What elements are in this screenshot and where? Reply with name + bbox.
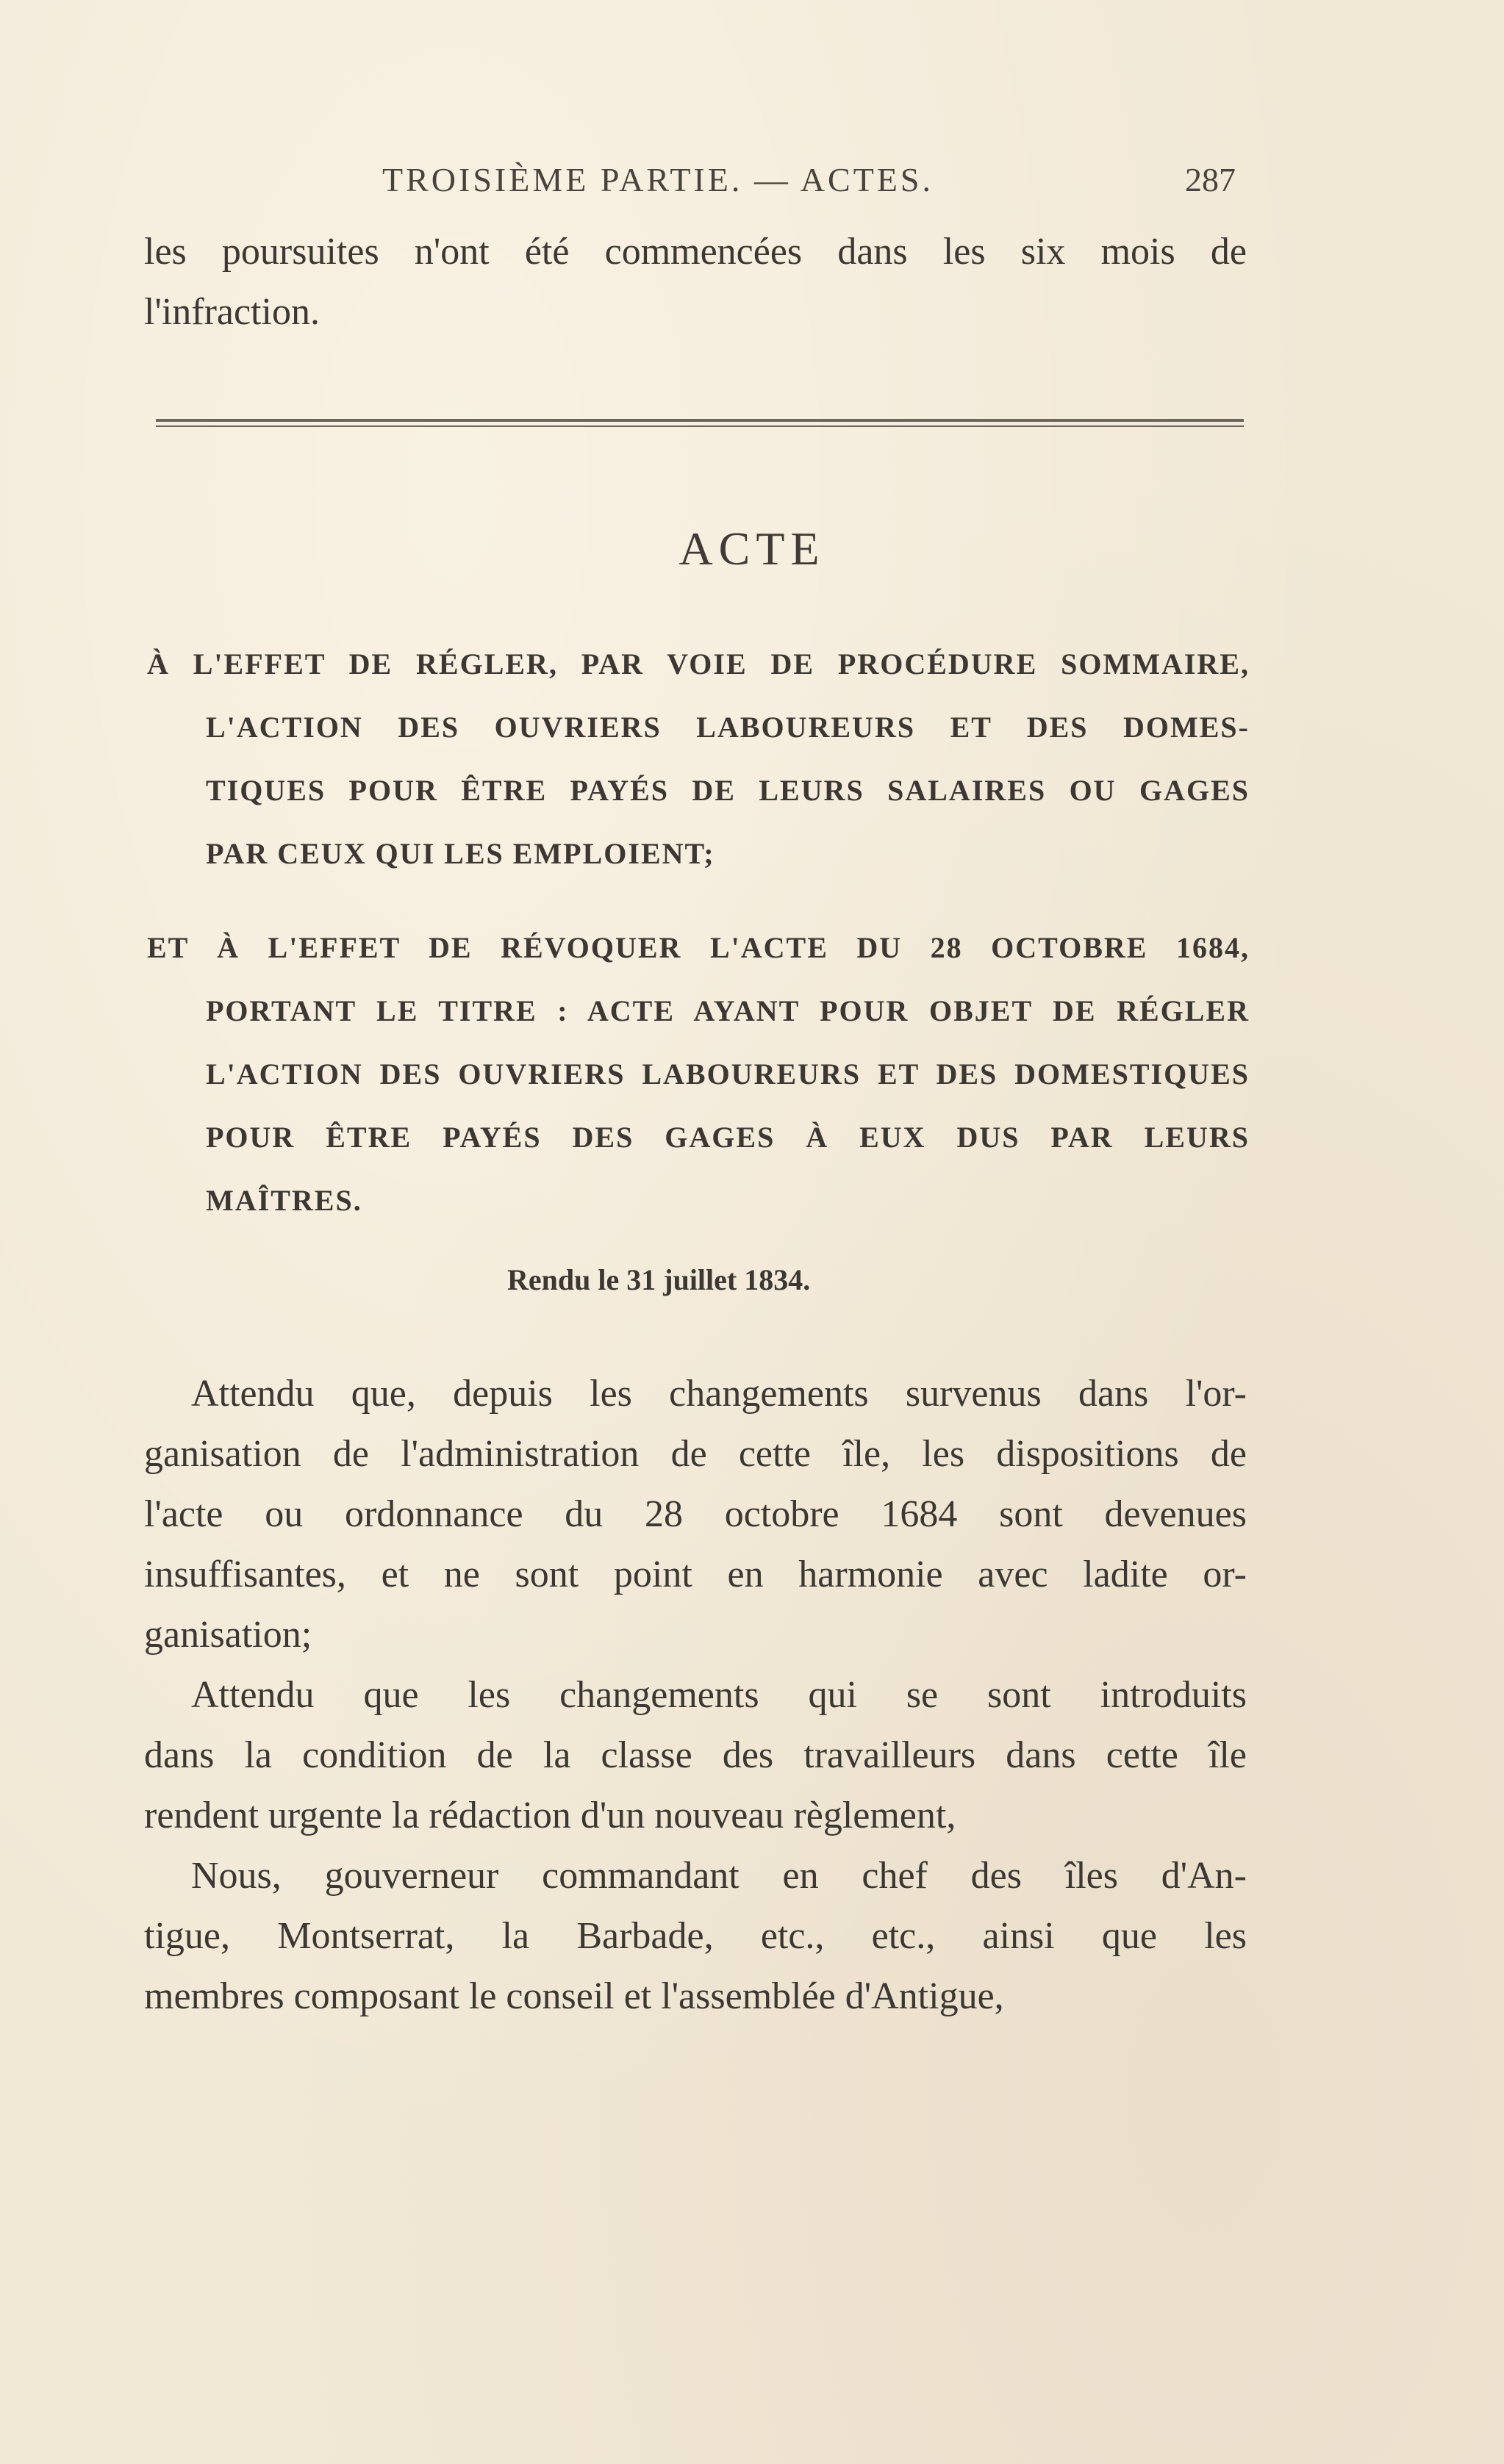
caps-line: L'ACTION DES OUVRIERS LABOUREURS ET DES DOMES-: [206, 711, 1250, 744]
text-line: insuffisantes, et ne sont point en harmonie avec ladite or-: [144, 1554, 1247, 1595]
preamble-paragraph-1: [144, 1364, 1247, 1665]
text-line: ganisation;: [144, 1614, 312, 1656]
caps-line: PAR CEUX QUI LES EMPLOIENT;: [206, 837, 715, 870]
text-line: Nous, gouverneur commandant en chef des îles d'An-: [191, 1855, 1247, 1897]
enactment-date: Rendu le 31 juillet 1834.: [507, 1263, 811, 1296]
text-line: l'infraction.: [144, 291, 320, 333]
preamble-paragraph-2: [144, 1665, 1247, 1846]
caps-line: PORTANT LE TITRE : ACTE AYANT POUR OBJET DE RÉGLER: [206, 994, 1250, 1027]
text-line: membres composant le conseil et l'assemblée d'Antigue,: [144, 1975, 1004, 2017]
text-line: tigue, Montserrat, la Barbade, etc., etc., ainsi que les: [144, 1915, 1247, 1957]
text-line: Attendu que les changements qui se sont introduits: [191, 1674, 1247, 1716]
caps-line: L'ACTION DES OUVRIERS LABOUREURS ET DES DOMESTIQUES: [206, 1057, 1250, 1091]
text-line: ganisation de l'administration de cette île, les dispositions de: [144, 1433, 1247, 1475]
caps-line: ET À L'EFFET DE RÉVOQUER L'ACTE DU 28 OCTOBRE 1684,: [147, 931, 1250, 964]
act-title: ACTE: [678, 522, 826, 575]
page-number: 287: [1185, 161, 1236, 198]
caps-line: POUR ÊTRE PAYÉS DES GAGES À EUX DUS PAR LEURS: [206, 1121, 1250, 1154]
caps-line: À L'EFFET DE RÉGLER, PAR VOIE DE PROCÉDURE SOMMAIRE,: [147, 647, 1250, 680]
text-line: dans la condition de la classe des travailleurs dans cette île: [144, 1734, 1247, 1776]
section-divider-thin: [156, 425, 1244, 427]
text-line: Attendu que, depuis les changements survenus dans l'or-: [191, 1373, 1247, 1415]
text-line: rendent urgente la rédaction d'un nouveau règlement,: [144, 1795, 956, 1836]
running-header: TROISIÈME PARTIE. — ACTES.: [382, 161, 934, 198]
continuation-paragraph: [144, 222, 1247, 342]
caps-line: TIQUES POUR ÊTRE PAYÉS DE LEURS SALAIRES OU GAGES: [206, 774, 1250, 807]
section-divider-thick: [156, 419, 1244, 422]
caps-line: MAÎTRES.: [206, 1184, 362, 1217]
act-purpose-first: [147, 647, 1250, 899]
preamble-paragraph-3: [144, 1846, 1247, 2027]
act-purpose-second: [147, 930, 1250, 1246]
text-line: l'acte ou ordonnance du 28 octobre 1684 sont devenues: [144, 1493, 1247, 1535]
text-line: les poursuites n'ont été commencées dans les six mois de: [144, 231, 1247, 273]
